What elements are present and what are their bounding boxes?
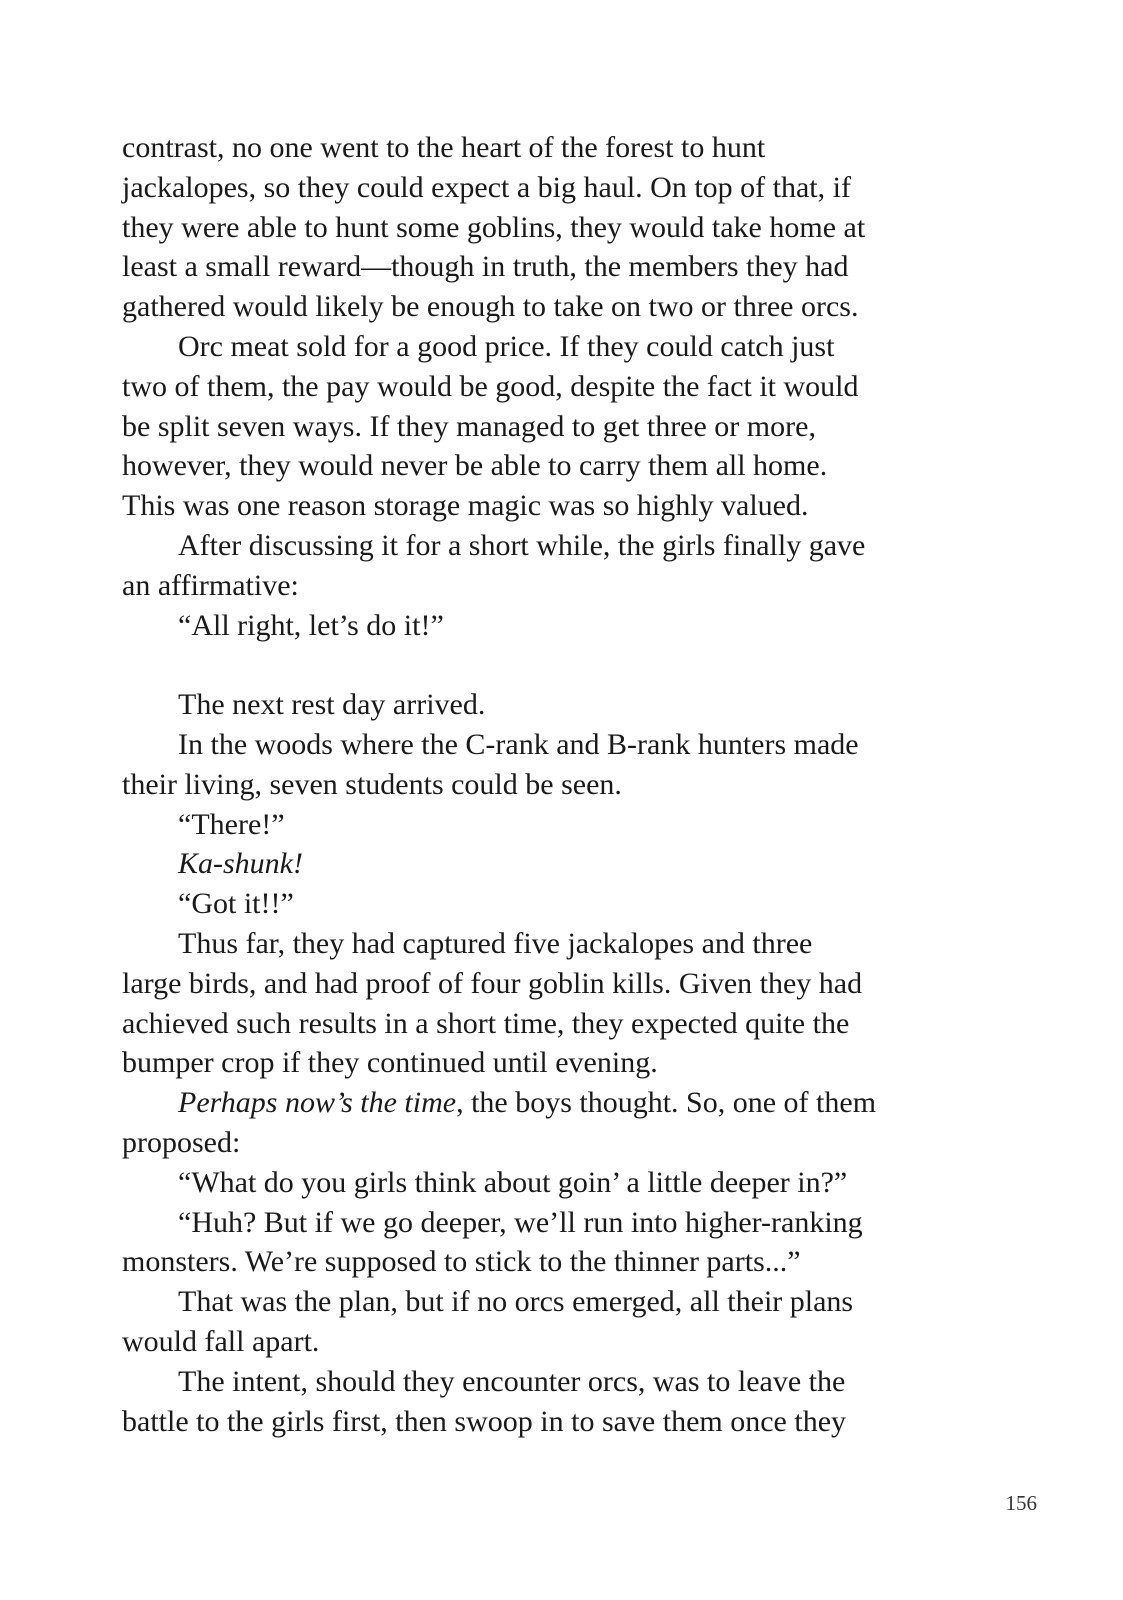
line-text: their living, seven students could be seen. [122,767,622,801]
text-line [122,128,1002,168]
line-text: After discussing it for a short while, the girls finally gave [178,528,866,562]
text-line [122,924,1002,964]
text-line [122,844,1002,884]
line-text: proposed: [122,1125,241,1159]
text-line [122,1282,1002,1322]
line-text: “All right, let’s do it!” [178,608,444,642]
line-text: That was the plan, but if no orcs emerged, all their plans [178,1285,854,1319]
text-line [122,327,1002,367]
text-line [122,1043,1002,1083]
line-text: least a small reward—though in truth, the members they had [122,250,849,284]
text-line [122,1004,1002,1044]
text-line [122,1163,1002,1203]
text-line [122,765,1002,805]
text-line [122,964,1002,1004]
line-text: contrast, no one went to the heart of the forest to hunt [122,131,766,164]
line-text: battle to the girls first, then swoop in to save them once they [122,1404,847,1438]
line-text: an affirmative: [122,568,299,602]
text-line [122,725,1002,765]
text-line [122,1362,1002,1402]
line-text: “Huh? But if we go deeper, we’ll run into higher-ranking [178,1205,863,1239]
line-text: large birds, and had proof of four goblin kills. Given they had [122,966,863,1000]
text-line [122,1123,1002,1163]
line-text: bumper crop if they continued until evening. [122,1046,658,1080]
text-line [122,805,1002,845]
line-text: “Got it!!” [178,887,294,921]
page-number: 156 [1005,1491,1037,1515]
line-text: achieved such results in a short time, they expected quite the [122,1006,850,1040]
line-text: would fall apart. [122,1324,320,1358]
italic-text: Perhaps now’s the time [178,1086,457,1120]
text-line [122,247,1002,287]
text-line [122,446,1002,486]
line-text: however, they would never be able to carry them all home. [122,449,828,483]
line-text: This was one reason storage magic was so highly valued. [122,489,809,523]
line-text: “What do you girls think about goin’ a little deeper in?” [178,1165,848,1199]
line-text: two of them, the pay would be good, despite the fact it would [122,369,859,403]
text-line [122,1402,1002,1442]
line-text: “There!” [178,807,285,841]
text-line [122,606,1002,646]
line-text: Thus far, they had captured five jackalopes and three [178,926,813,960]
body-text [122,128,1002,1441]
text-line [122,566,1002,606]
italic-text: Ka-shunk! [178,847,303,881]
scene-break [122,645,1002,685]
text-line [122,1242,1002,1282]
line-text: monsters. We’re supposed to stick to the thinner parts...” [122,1245,801,1279]
line-text: The next rest day arrived. [178,688,486,722]
text-line [122,685,1002,725]
text-line [122,1322,1002,1362]
line-text: , the boys thought. So, one of them [456,1086,877,1120]
text-line [122,407,1002,447]
line-text: gathered would likely be enough to take on two or three orcs. [122,290,859,324]
text-line [122,884,1002,924]
line-text: The intent, should they encounter orcs, was to leave the [178,1364,846,1398]
text-line [122,168,1002,208]
line-text: Orc meat sold for a good price. If they could catch just [178,329,835,363]
text-line [122,208,1002,248]
line-text: jackalopes, so they could expect a big haul. On top of that, if [122,170,851,204]
text-line [122,486,1002,526]
line-text: be split seven ways. If they managed to get three or more, [122,409,816,443]
line-text: In the woods where the C-rank and B-rank hunters made [178,727,859,761]
text-line [122,526,1002,566]
text-line [122,1203,1002,1243]
line-text: they were able to hunt some goblins, they would take home at [122,210,866,244]
text-line [122,367,1002,407]
text-line [122,287,1002,327]
text-line [122,1083,1002,1123]
